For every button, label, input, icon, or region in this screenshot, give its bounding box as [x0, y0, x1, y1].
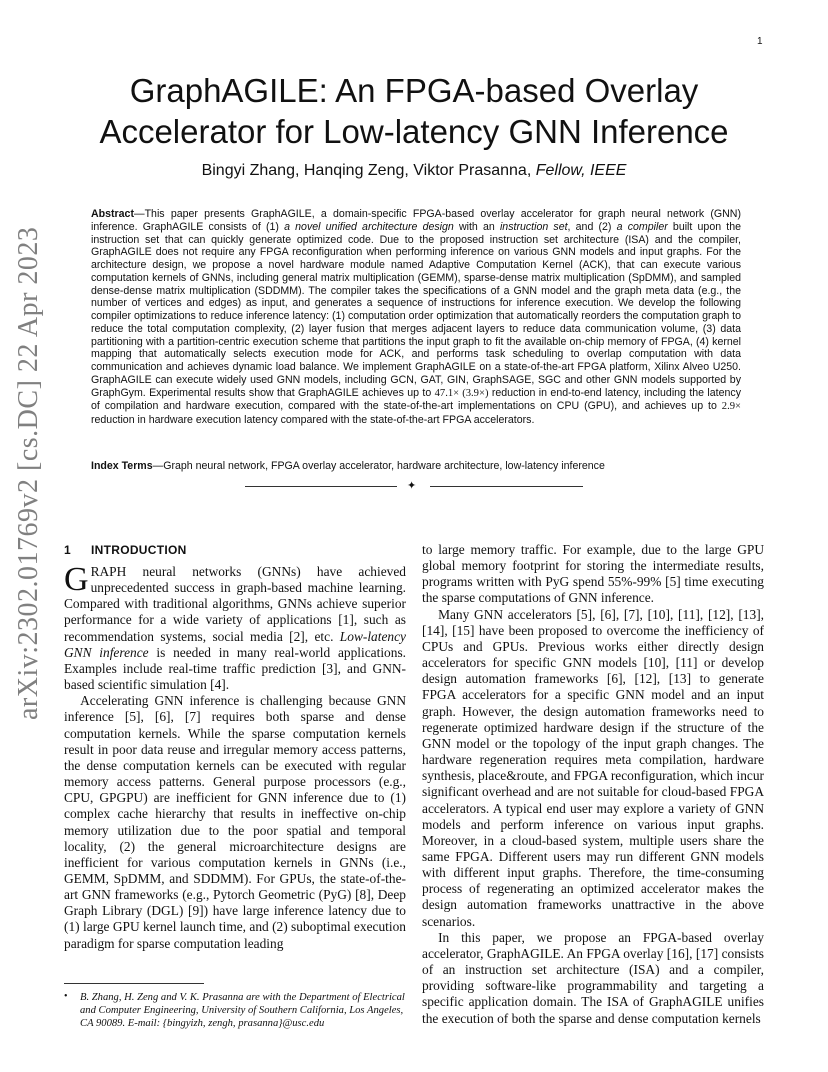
text: ) have large inference latency due to (1) large GPU kernel launch time, and (2) suboptimal execution paradigm for sparse computation leading	[64, 903, 406, 951]
author-fellow: Fellow, IEEE	[535, 162, 627, 179]
text: time executing the sparse computations of GNN inference.	[422, 574, 764, 606]
intro-paragraph-2: Accelerating GNN inference is challenging because GNN inference [5], [6], [7] requires both sparse and dense computation kernels. While the sparse computation kernels result in poor data reuse and irregular memory access patterns, the dense computation kernels can be executed with regular memory access patterns. General purpose processors (e.g., CPU, GPGPU) are inefficient for GNN inference due to (1) complex cache hierarchy that results in ineffective on-chip memory utilization due to the poor spatial and temporal locality, (2) the general microarchitecture designs are inefficient for various computation kernels in GNNs (i.e., GEMM, SpDMM, and SDDMM). For GPUs, the state-of-the-art GNN frameworks (e.g., Pytorch Geometric (PyG) [8], Deep Graph Library (DGL) [9]) have large inference latency due to (1) large GPU kernel launch time, and (2) suboptimal execution paradigm for sparse computation leading	[64, 693, 407, 951]
citation-link[interactable]: [8]	[355, 887, 371, 903]
citation-link[interactable]: [6]	[606, 671, 623, 687]
index-terms-text: —Graph neural network, FPGA overlay accelerator, hardware architecture, low-latency inference	[152, 460, 605, 472]
citation-link[interactable]: [3]	[321, 660, 338, 676]
title-line-2: Accelerator for Low-latency GNN Inference	[99, 113, 729, 150]
title-line-1: GraphAGILE: An FPGA-based Overlay	[129, 72, 699, 109]
abstract-text: , and (2)	[567, 220, 617, 233]
citation-link[interactable]: [17]	[695, 945, 719, 961]
text: consists of an instruction set architecture (ISA) and a compiler, providing software-like programmability and targeting a specific application domain. The ISA of GraphAGILE unifies the execution of both the sparse and dense computation kernels	[422, 945, 764, 1026]
citation-link[interactable]: [16]	[666, 945, 690, 961]
intro-paragraph-4: Many GNN accelerators [5], [6], [7], [10], [11], [12], [13], [14], [15] have been proposed to overcome the inefficiency of CPUs and GPUs. Previous works either directly design accelerators for specific GNN models [10], [11] or develop design automation frameworks [6], [12], [13] to generate FPGA accelerators for a specific GNN model and an input graph. However, the design automation frameworks need to regenerate optimized hardware design if the structure of the GNN model or the topology of the input graph changes. The hardware regeneration requires meta compilation, hardware synthesis, place&route, and FPGA reconfiguration, which incur significant overhead and are not suitable for cloud-based FPGA accelerators. A typical end user may explore a variety of GNN models and perform inference on various input graphs. Moreover, in a cloud-based system, multiple users share the same FPGA. Different users may run different GNN models with different input graphs. Therefore, the time-consuming process of regenerating an optimized accelerator makes the design automation frameworks unattractive in the above scenarios.	[422, 606, 765, 929]
citation-link[interactable]: [15]	[452, 622, 475, 638]
citation-link[interactable]: [14]	[422, 622, 445, 638]
citation-link[interactable]: [12]	[634, 671, 657, 687]
section-number: 1	[64, 543, 71, 557]
author-names: Bingyi Zhang, Hanqing Zeng, Viktor Prasanna,	[201, 162, 532, 179]
text: neural networks (GNNs) have achieved unprecedented success in graph-based machine learning. Compared with traditional algorithms, GNNs achieve superior performance for a wide variety of applications	[64, 564, 406, 628]
index-terms-label: Index Terms	[91, 460, 153, 472]
text: Many GNN accelerators	[438, 606, 577, 622]
footnote-bullet: •	[64, 991, 68, 1002]
citation-link[interactable]: [7]	[184, 709, 201, 725]
citation-link[interactable]: [6]	[600, 606, 616, 622]
intro-paragraph-5: In this paper, we propose an FPGA-based overlay accelerator, GraphAGILE. An FPGA overlay [16], [17] consists of an instruction set architecture (ISA) and a compiler, providing software-like programmability and targeting a specific application domain. The ISA of GraphAGILE unifies the execution of both the sparse and dense computation kernels	[422, 929, 764, 1026]
citation-link[interactable]: [5]	[124, 709, 141, 725]
intro-paragraph-3	[422, 542, 764, 607]
footnote: B. Zhang, H. Zeng and V. K. Prasanna are with the Department of Electrical and Computer Engineering, University of Southern California, Los Angeles, CA 90089. E-mail: {bingyizh, zengh, prasanna}@usc.edu	[80, 992, 405, 1029]
text: is needed in many real-world applications. Examples include real-time traffic prediction	[64, 644, 407, 676]
text: .	[225, 677, 230, 693]
small-caps-text: RAPH	[90, 564, 127, 579]
citation-link[interactable]: [4]	[210, 677, 226, 693]
author-list	[60, 162, 768, 180]
citation-link[interactable]: [10]	[647, 606, 670, 622]
abstract	[91, 208, 741, 427]
arxiv-stamp: arXiv:2302.01769v2 [cs.DC] 22 Apr 2023	[13, 226, 44, 720]
emphasis: Low-latency GNN inference	[64, 628, 406, 660]
text: , such as recommendation systems, social media	[64, 612, 406, 644]
drop-cap: G	[64, 561, 89, 598]
text: , Deep Graph Library (DGL)	[64, 887, 406, 919]
page-number: 1	[757, 36, 763, 47]
text: In this paper, we propose an FPGA-based overlay accelerator, GraphAGILE. An FPGA overlay	[422, 929, 764, 961]
text: requires both sparse and dense computation kernels. While the sparse computation kernels result in poor data reuse and irregular memory access patterns, the dense computation kernels can be executed with regular memory access patterns. General purpose processors (e.g., CPU, GPGPU) are inefficient for GNN inference due to (1) complex cache hierarchy that results in ineffective on-chip memory utilization due to the poor spatial and temporal locality, (2) the general microarchitecture designs are inefficient for various computation kernels in GNNs (i.e., GEMM, SpDMM, and SDDMM). For GPUs, the state-of-the-art GNN frameworks (e.g., Pytorch Geometric (PyG)	[64, 709, 407, 903]
index-terms	[91, 460, 741, 473]
abstract-text: reduction in hardware execution latency compared with the state-of-the-art FPGA accelerators.	[91, 414, 535, 426]
divider-left	[245, 486, 397, 487]
diamond-ornament: ✦	[407, 480, 417, 492]
citation-link[interactable]: [2]	[289, 628, 305, 644]
text: , etc.	[304, 628, 340, 644]
footnote-rule	[64, 983, 204, 984]
citation-link[interactable]: [6]	[154, 709, 171, 725]
abstract-emphasis: a novel unified architecture design	[284, 220, 454, 233]
abstract-math: 47.1× (3.9×)	[434, 387, 489, 399]
citation-link[interactable]: [7]	[623, 606, 640, 622]
abstract-emphasis: instruction set	[499, 220, 568, 233]
citation-link[interactable]: [13]	[738, 606, 761, 622]
section-title: INTRODUCTION	[91, 543, 187, 557]
citation-link[interactable]: [12]	[707, 606, 731, 622]
citation-link[interactable]: [1]	[338, 612, 354, 628]
abstract-emphasis: a compiler	[616, 220, 668, 233]
citation-link[interactable]: [5]	[665, 574, 681, 590]
intro-paragraph-1	[64, 561, 407, 693]
right-column	[422, 542, 764, 1027]
abstract-text: reduction in end-to-end latency, including the latency of compilation and hardware execution, compared with the state-of-the-art implementations on CPU (GPU), and achieves up to	[91, 386, 741, 413]
paper-title	[60, 70, 768, 152]
citation-link[interactable]: [11]	[678, 606, 700, 622]
citation-link[interactable]: [9]	[188, 903, 204, 919]
text: to large memory traffic. For example, due to the large GPU global memory footprint for storing the intermediate results, programs written with PyG spend 55%-99%	[422, 542, 764, 590]
abstract-math: 2.9×	[721, 401, 741, 413]
text: , and GNN-based scientific simulation	[64, 660, 406, 693]
abstract-text: with an	[453, 220, 500, 233]
citation-link[interactable]: [10]	[643, 655, 666, 671]
divider-right	[430, 486, 583, 487]
citation-link[interactable]: [11]	[675, 655, 698, 671]
abstract-text: built upon the instruction set that can quickly generate optimized code. Due to the proposed instruction set architecture (ISA) and the compiler, GraphAGILE does not require any FPGA reconfiguration when performing inference on various GNN models and input graphs. For the architecture design, we propose a novel hardware module named Adaptive Computation Kernel (ACK), that can execute various computation kernels of GNNs, including general matrix multiplication (GEMM), sparse-dense matrix multiplication (SpDMM), and sampled dense-dense matrix multiplication (SDDMM). The compiler takes the specifications of a GNN model and the graph meta data (e.g., the number of vertices and edges) as input, and generates a sequence of instructions for inference execution. We develop the following compiler optimizations to reduce inference latency: (1) computation order optimization that automatically reorders the computation graph to reduce the total computation complexity, (2) layer fusion that merges adjacent layers to reduce data communication volume, (3) data partitioning with a partition-centric execution scheme that partitions the input graph to fit the available on-chip memory of FPGA, (4) kernel mapping that automatically selects execution mode for ACK, and performs task scheduling to overlap computation with data communication and achieves dynamic load balance. We implement GraphAGILE on a state-of-the-art FPGA platform, Xilinx Alveo U250. GraphAGILE can execute widely used GNN models, including GCN, GAT, GIN, GraphSAGE, SGC and other GNN models supported by GraphGym. Experimental results show that GraphAGILE achieves up to	[91, 220, 741, 399]
left-column	[64, 561, 407, 952]
citation-link[interactable]: [5]	[576, 606, 593, 622]
text: Accelerating GNN inference is challenging because GNN inference	[64, 693, 406, 725]
text: have been proposed to overcome the inefficiency of CPUs and GPUs. Previous works either directly design accelerators for specific GNN models	[422, 622, 765, 671]
text: or develop design automation frameworks	[422, 655, 764, 687]
abstract-text: —This paper presents GraphAGILE, a domain-specific FPGA-based overlay accelerator for graph neural network (GNN) inference. GraphAGILE consists of (1)	[91, 208, 741, 233]
abstract-label: Abstract	[91, 208, 134, 220]
citation-link[interactable]: [13]	[668, 671, 692, 687]
text: to generate FPGA accelerators for a specific GNN model and an input graph. However, the design automation frameworks need to regenerate optimized hardware design if the structure of the GNN model or the topology of the input graph changes. The hardware regeneration requires meta compilation, hardware synthesis, place&route, and FPGA reconfiguration, which incur significant overhead and are not suitable for cloud-based FPGA accelerators. A typical end user may explore a variety of GNN models and perform inference on various input graphs. Moreover, in a cloud-based system, multiple users share the same FPGA. Different users may run different GNN models with different input graphs. Therefore, the time-consuming process of regenerating an optimized accelerator makes the design automation frameworks unattractive in the above scenarios.	[422, 671, 764, 929]
